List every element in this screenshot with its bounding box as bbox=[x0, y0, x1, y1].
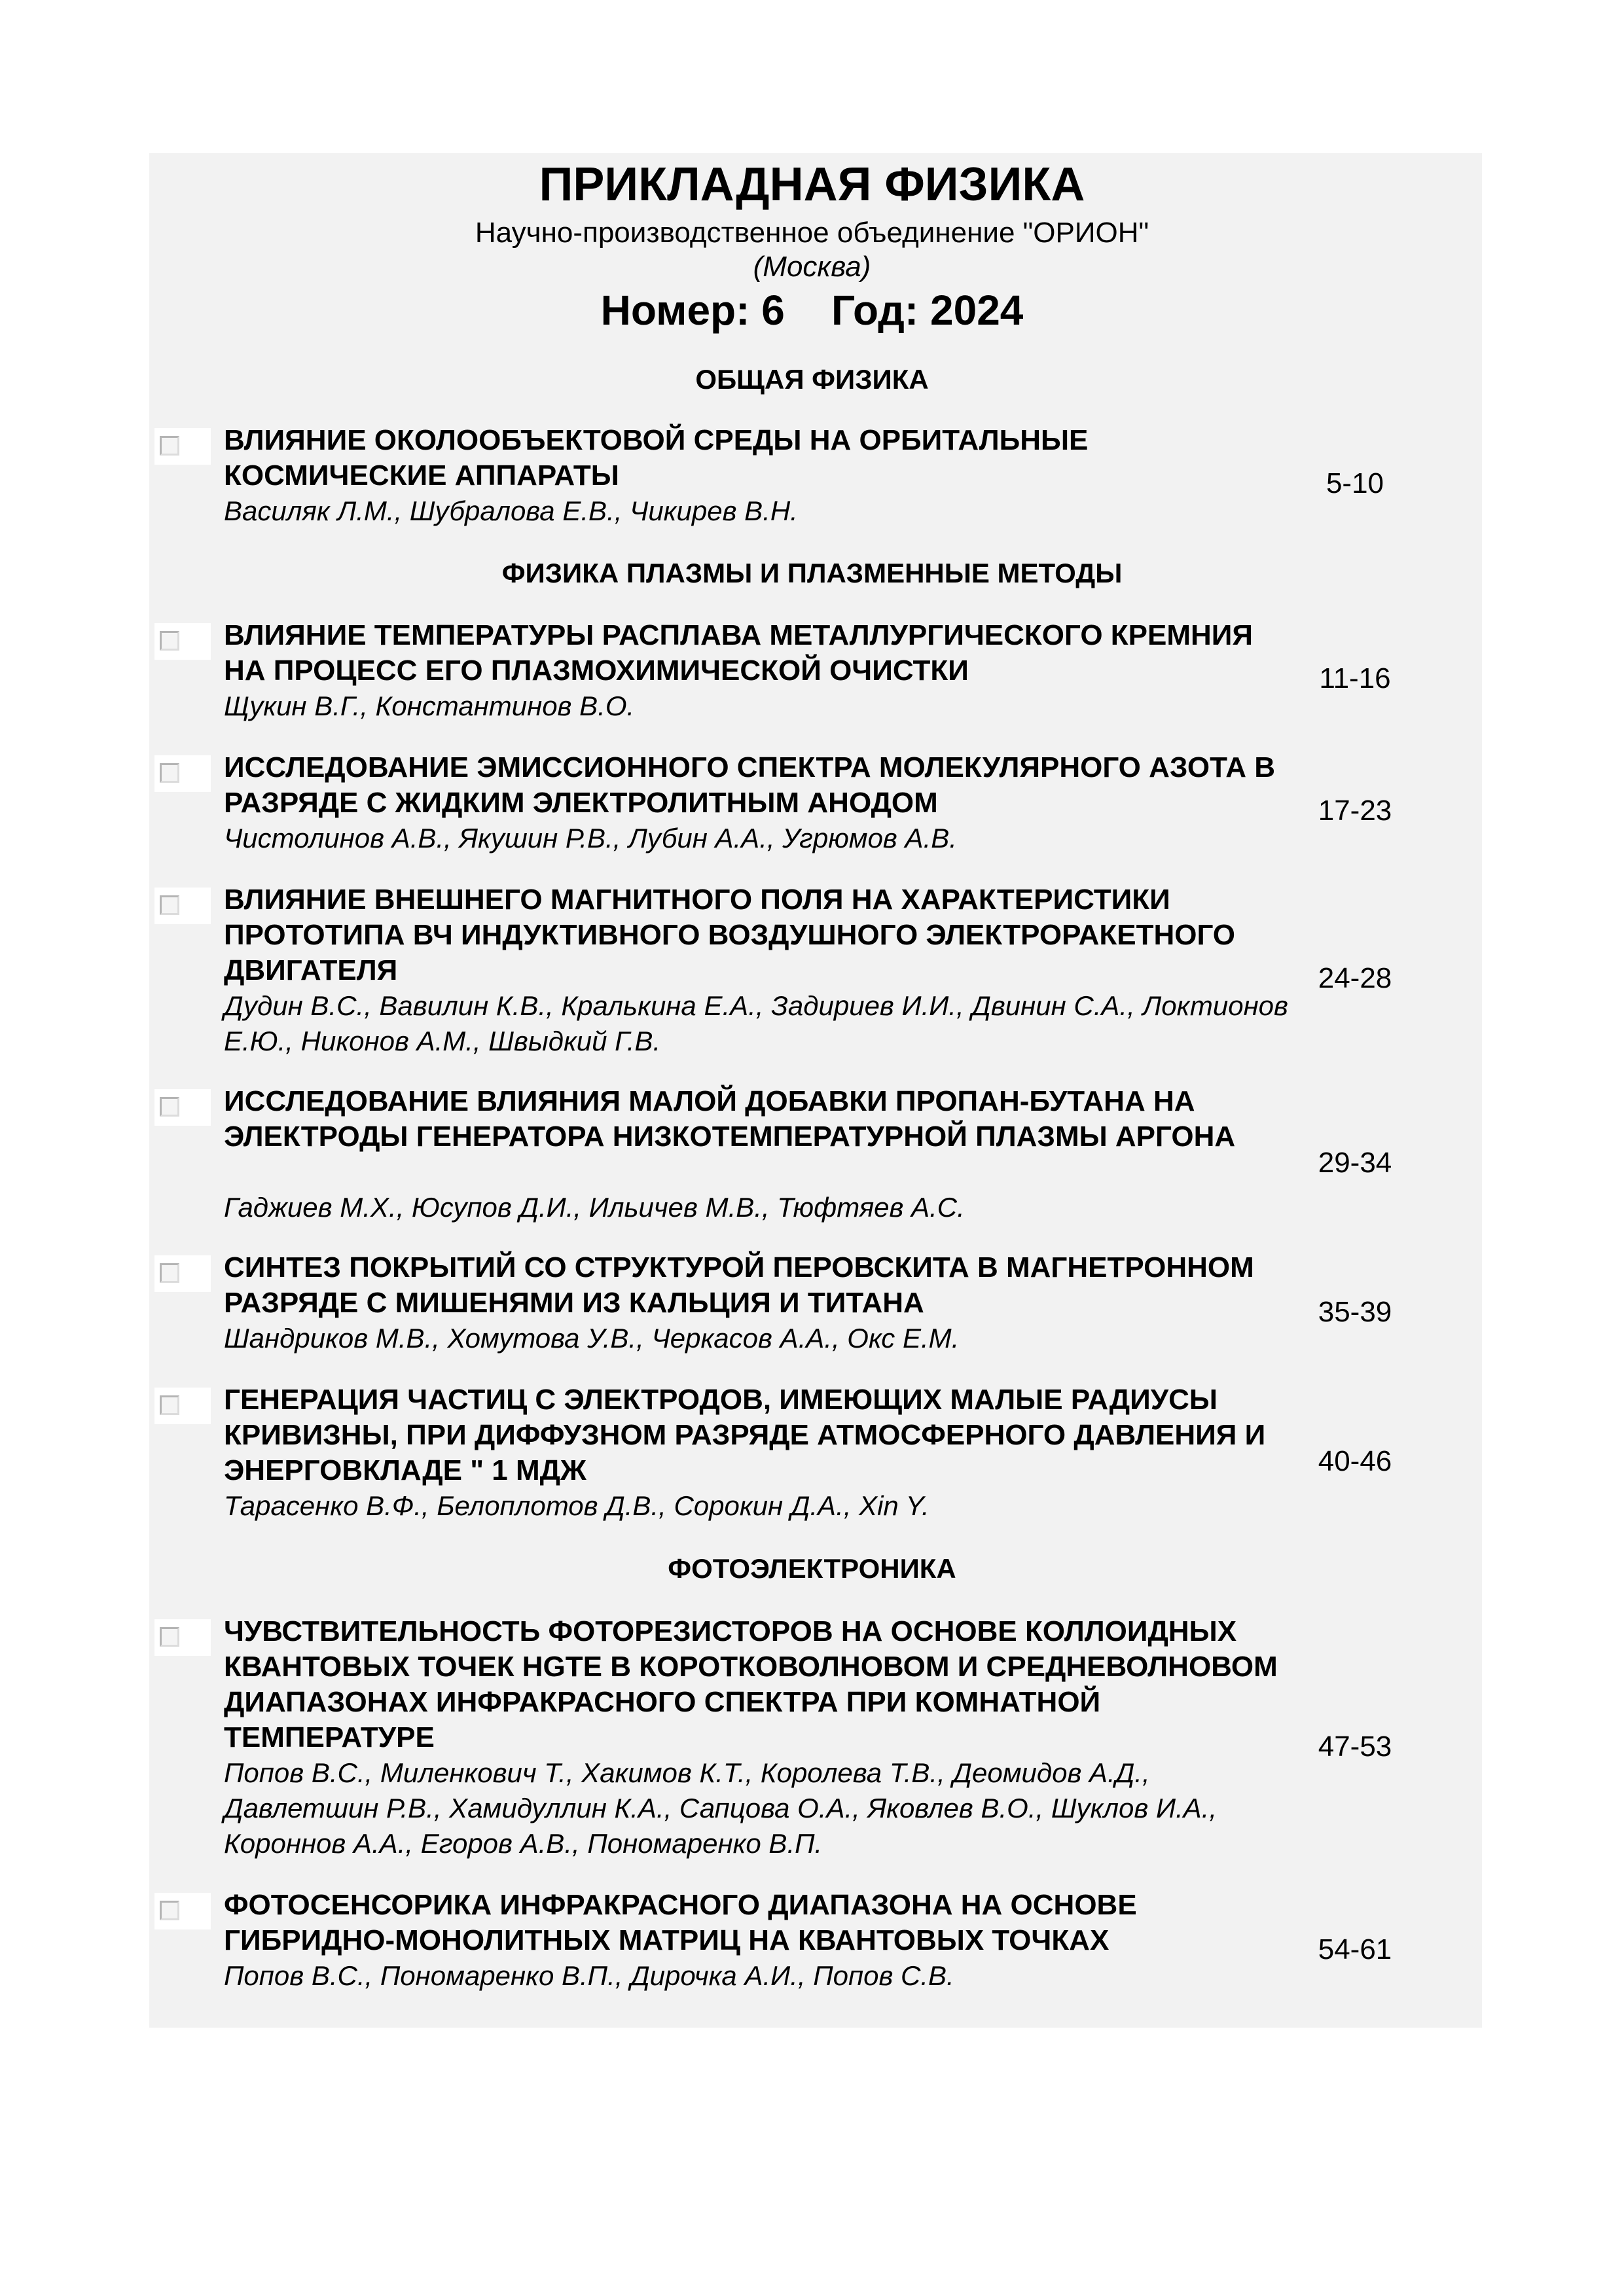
article-authors: Дудин В.С., Вавилин К.В., Кралькина Е.А., Задириев И.И., Двинин С.А., Локтионов Е.Ю., Никонов А.М., Швыдкий Г.В. bbox=[224, 990, 1288, 1056]
article-pages: 11-16 bbox=[1319, 662, 1391, 694]
article-checkbox[interactable] bbox=[154, 1619, 211, 1656]
article-checkbox[interactable] bbox=[154, 1893, 211, 1929]
article-authors: Шандриков М.В., Хомутова У.В., Черкасов А.А., Окс Е.М. bbox=[224, 1323, 960, 1354]
article-checkbox[interactable] bbox=[154, 888, 211, 924]
article-pages: 35-39 bbox=[1318, 1296, 1392, 1328]
article-checkbox[interactable] bbox=[154, 1089, 211, 1126]
checkbox-icon bbox=[160, 1395, 179, 1415]
article-authors: Попов В.С., Пономаренко В.П., Дирочка А.И., Попов С.В. bbox=[224, 1960, 954, 1991]
article-pages: 5-10 bbox=[1326, 467, 1384, 499]
article-authors: Тарасенко В.Ф., Белоплотов Д.В., Сорокин Д.А., Xin Y. bbox=[224, 1490, 929, 1521]
article-authors: Чистолинов А.В., Якушин Р.В., Лубин А.А., Угрюмов А.В. bbox=[224, 823, 957, 853]
article-checkbox[interactable] bbox=[154, 1255, 211, 1292]
article-title[interactable]: ИССЛЕДОВАНИЕ ЭМИССИОННОГО СПЕКТРА МОЛЕКУЛЯРНОГО АЗОТА В РАЗРЯДЕ С ЖИДКИМ ЭЛЕКТРОЛИТНЫМ АНОДОМ bbox=[224, 751, 1275, 819]
checkbox-icon bbox=[160, 1627, 179, 1647]
section-heading: ОБЩАЯ ФИЗИКА bbox=[695, 364, 929, 395]
journal-title: ПРИКЛАДНАЯ ФИЗИКА bbox=[539, 158, 1085, 211]
section-heading: ФОТОЭЛЕКТРОНИКА bbox=[668, 1553, 956, 1584]
checkbox-icon bbox=[160, 763, 179, 783]
article-pages: 24-28 bbox=[1318, 962, 1392, 994]
article-checkbox[interactable] bbox=[154, 755, 211, 792]
article-title[interactable]: ВЛИЯНИЕ ОКОЛООБЪЕКТОВОЙ СРЕДЫ НА ОРБИТАЛЬНЫЕ КОСМИЧЕСКИЕ АППАРАТЫ bbox=[224, 424, 1089, 492]
article-title[interactable]: ИССЛЕДОВАНИЕ ВЛИЯНИЯ МАЛОЙ ДОБАВКИ ПРОПАН-БУТАНА НА ЭЛЕКТРОДЫ ГЕНЕРАТОРА НИЗКОТЕМПЕРАТУРНОЙ ПЛАЗМЫ АРГОНА bbox=[224, 1085, 1236, 1153]
article-title[interactable]: ВЛИЯНИЕ ВНЕШНЕГО МАГНИТНОГО ПОЛЯ НА ХАРАКТЕРИСТИКИ ПРОТОТИПА ВЧ ИНДУКТИВНОГО ВОЗДУШНОГО ЭЛЕКТРОРАКЕТНОГО ДВИГАТЕЛЯ bbox=[224, 884, 1236, 986]
checkbox-icon bbox=[160, 1901, 179, 1920]
article-title[interactable]: СИНТЕЗ ПОКРЫТИЙ СО СТРУКТУРОЙ ПЕРОВСКИТА В МАГНЕТРОННОМ РАЗРЯДЕ С МИШЕНЯМИ ИЗ КАЛЬЦИЯ И ТИТАНА bbox=[224, 1251, 1254, 1319]
publisher-city: (Москва) bbox=[753, 251, 871, 283]
section-heading: ФИЗИКА ПЛАЗМЫ И ПЛАЗМЕННЫЕ МЕТОДЫ bbox=[501, 558, 1123, 588]
article-checkbox[interactable] bbox=[154, 623, 211, 660]
article-authors: Попов В.С., Миленкович Т., Хакимов К.Т., Королева Т.В., Деомидов А.Д., Давлетшин Р.В., Хамидуллин К.А., Сапцова О.А., Яковлев В.О., Шуклов И.А., Короннов А.А., Егоров А.В., Пономаренко В.П. bbox=[224, 1757, 1218, 1859]
article-authors: Щукин В.Г., Константинов В.О. bbox=[224, 691, 635, 721]
article-title[interactable]: ЧУВСТВИТЕЛЬНОСТЬ ФОТОРЕЗИСТОРОВ НА ОСНОВЕ КОЛЛОИДНЫХ КВАНТОВЫХ ТОЧЕК HGTE В КОРОТКОВОЛНОВОМ И СРЕДНЕВОЛНОВОМ ДИАПАЗОНАХ ИНФРАКРАСНОГО СПЕКТРА ПРИ КОМНАТНОЙ ТЕМПЕРАТУРЕ bbox=[224, 1615, 1278, 1753]
article-title[interactable]: ВЛИЯНИЕ ТЕМПЕРАТУРЫ РАСПЛАВА МЕТАЛЛУРГИЧЕСКОГО КРЕМНИЯ НА ПРОЦЕСС ЕГО ПЛАЗМОХИМИЧЕСКОЙ ОЧИСТКИ bbox=[224, 619, 1253, 687]
article-pages: 54-61 bbox=[1318, 1933, 1392, 1965]
article-authors: Гаджиев М.Х., Юсупов Д.И., Ильичев М.В., Тюфтяев А.С. bbox=[224, 1192, 965, 1223]
article-title[interactable]: ФОТОСЕНСОРИКА ИНФРАКРАСНОГО ДИАПАЗОНА НА ОСНОВЕ ГИБРИДНО-МОНОЛИТНЫХ МАТРИЦ НА КВАНТОВЫХ ТОЧКАХ bbox=[224, 1889, 1137, 1956]
checkbox-icon bbox=[160, 436, 179, 456]
article-checkbox[interactable] bbox=[154, 428, 211, 465]
article-pages: 40-46 bbox=[1318, 1445, 1392, 1477]
checkbox-icon bbox=[160, 895, 179, 915]
article-title[interactable]: ГЕНЕРАЦИЯ ЧАСТИЦ С ЭЛЕКТРОДОВ, ИМЕЮЩИХ МАЛЫЕ РАДИУСЫ КРИВИЗНЫ, ПРИ ДИФФУЗНОМ РАЗРЯДЕ АТМОСФЕРНОГО ДАВЛЕНИЯ И ЭНЕРГОВКЛАДЕ " 1 МДЖ bbox=[224, 1384, 1266, 1486]
checkbox-icon bbox=[160, 1263, 179, 1283]
article-checkbox[interactable] bbox=[154, 1388, 211, 1424]
checkbox-icon bbox=[160, 631, 179, 651]
issue-line: Номер: 6 Год: 2024 bbox=[600, 287, 1024, 334]
publisher: Научно-производственное объединение "ОРИОН" bbox=[475, 217, 1149, 249]
article-pages: 29-34 bbox=[1318, 1147, 1392, 1179]
article-pages: 47-53 bbox=[1318, 1731, 1392, 1763]
article-authors: Василяк Л.М., Шубралова Е.В., Чикирев В.Н. bbox=[224, 495, 798, 526]
article-pages: 17-23 bbox=[1318, 795, 1392, 827]
checkbox-icon bbox=[160, 1097, 179, 1117]
